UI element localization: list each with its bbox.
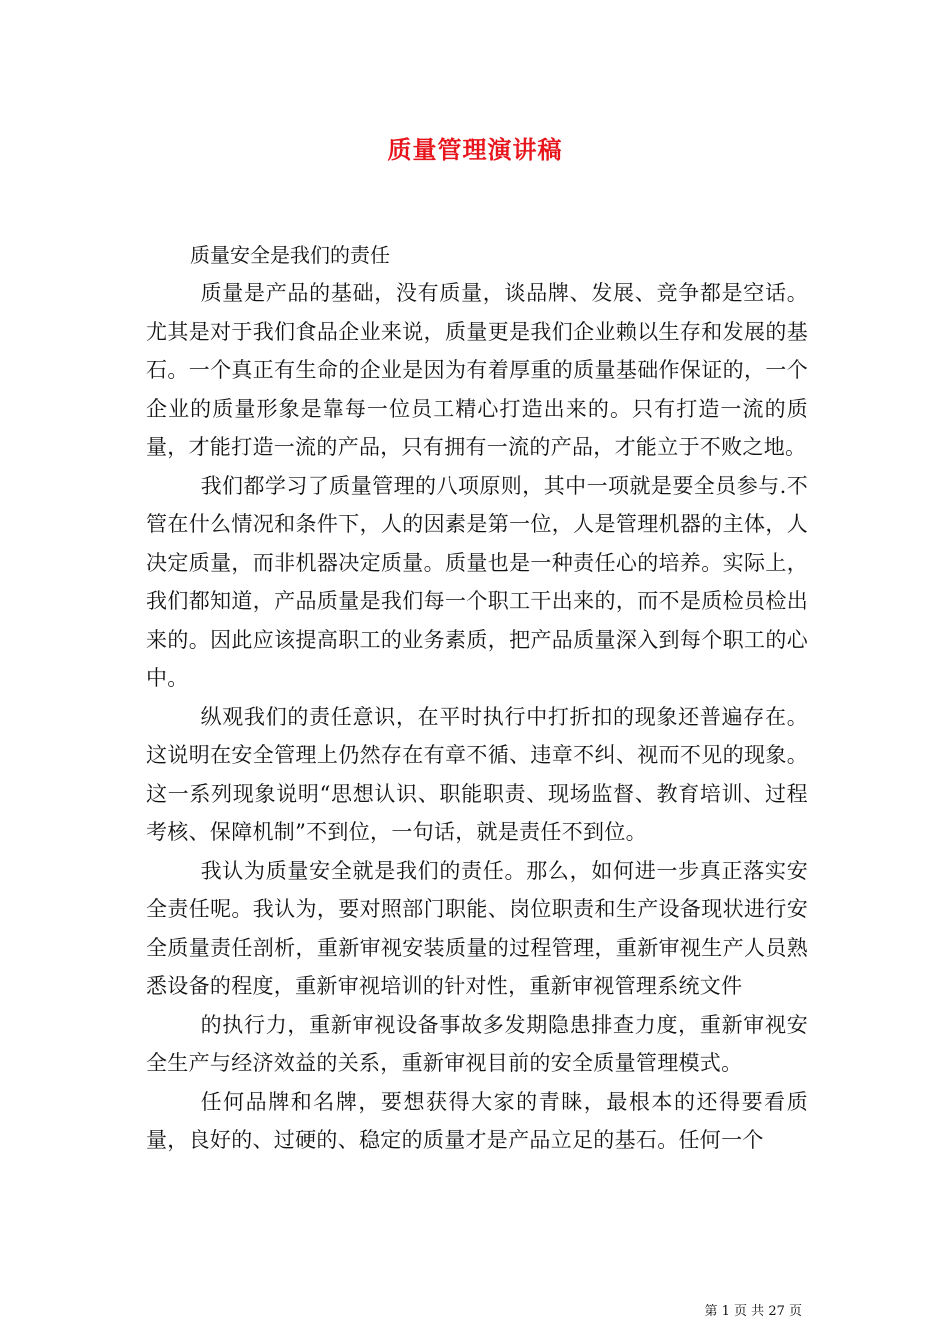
paragraph-5: 的执行力，重新审视设备事故多发期隐患排查力度，重新审视安全生产与经济效益的关系，重新审视目前的安全质量管理模式。: [146, 1012, 808, 1075]
paragraph-2: 我们都学习了质量管理的八项原则，其中一项就是要全员参与.不管在什么情况和条件下，人的因素是第一位，人是管理机器的主体，人决定质量，而非机器决定质量。质量也是一种责任心的培养。实际上，我们都知道，产品质量是我们每一个职工干出来的，而不是质检员检出来的。因此应该提高职工的业务素质，把产品质量深入到每个职工的心中。: [146, 473, 808, 690]
paragraph-3: 纵观我们的责任意识，在平时执行中打折扣的现象还普遍存在。这说明在安全管理上仍然存在有章不循、违章不纠、视而不见的现象。这一系列现象说明“思想认识、职能职责、现场监督、教育培训、过程考核、保障机制”不到位，一句话，就是责任不到位。: [146, 704, 808, 844]
document-title: 质量管理演讲稿: [387, 135, 563, 164]
paragraph-4: 我认为质量安全就是我们的责任。那么，如何进一步真正落实安全责任呢。我认为，要对照部门职能、岗位职责和生产设备现状进行安全质量责任剖析，重新审视安装质量的过程管理，重新审视生产人员熟悉设备的程度，重新审视培训的针对性，重新审视管理系统文件: [146, 858, 808, 998]
page-number: 第 1 页 共 27 页: [704, 1304, 802, 1319]
document-subtitle: 质量安全是我们的责任: [190, 243, 390, 267]
paragraph-1: 质量是产品的基础，没有质量，谈品牌、发展、竞争都是空话。尤其是对于我们食品企业来说，质量更是我们企业赖以生存和发展的基石。一个真正有生命的企业是因为有着厚重的质量基础作保证的，一个企业的质量形象是靠每一位员工精心打造出来的。只有打造一流的质量，才能打造一流的产品，只有拥有一流的产品，才能立于不败之地。: [146, 281, 808, 459]
paragraph-6: 任何品牌和名牌，要想获得大家的青睐，最根本的还得要看质量，良好的、过硬的、稳定的质量才是产品立足的基石。任何一个: [146, 1089, 808, 1152]
document-body: [146, 240, 808, 1160]
